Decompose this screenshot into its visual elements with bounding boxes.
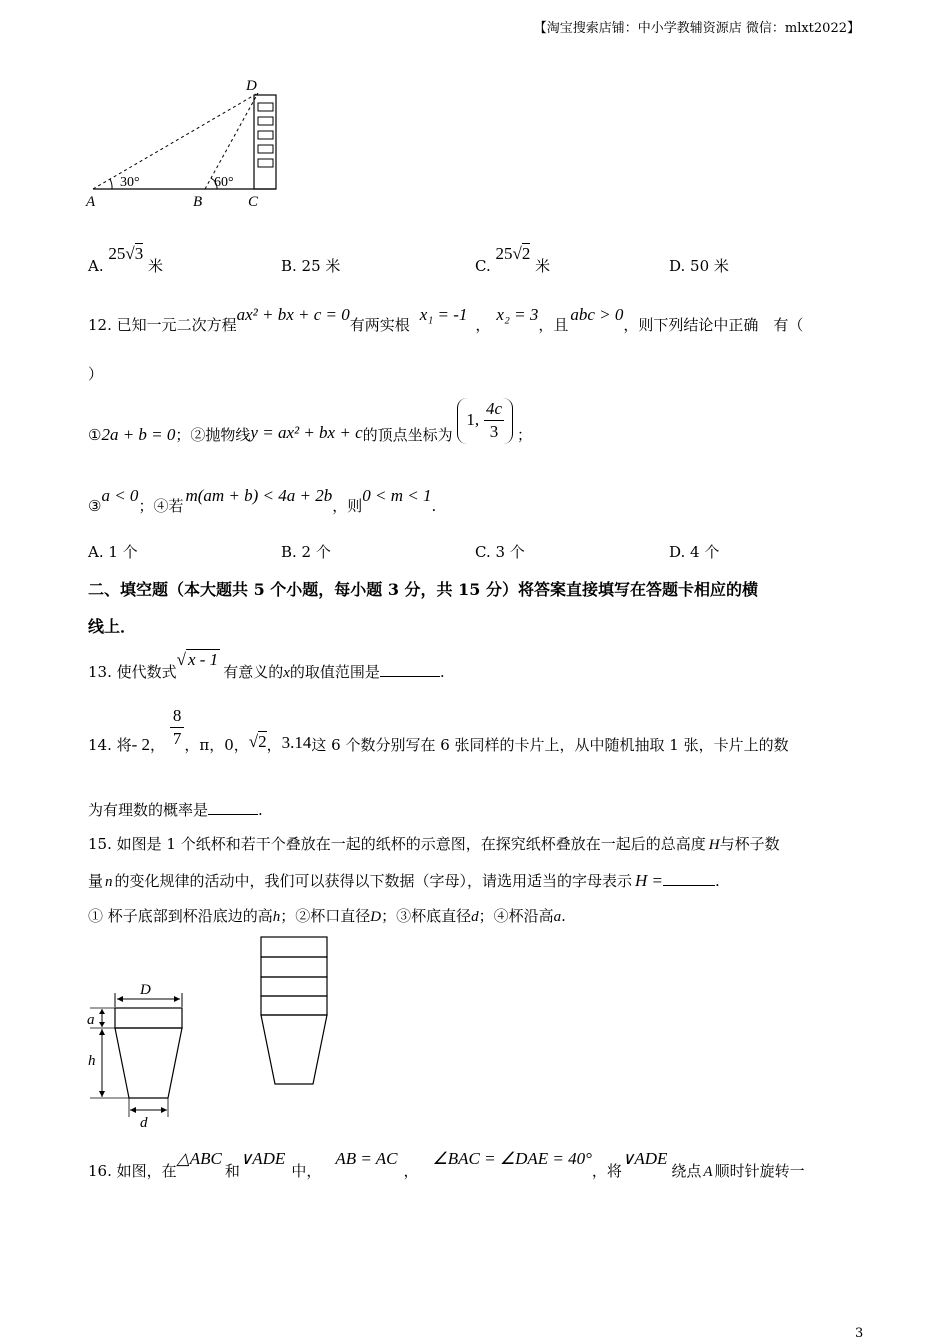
cup-body (115, 1028, 182, 1098)
q15-answer-blank[interactable] (663, 871, 715, 886)
q12-option-b: B. 2 个 (281, 543, 331, 561)
q14-line1: 14. 将- 2， $\frac{8}{7}$ ，π，0，√2，3.14这 6 个数分别写在 6 张同样的卡片上，从中随机抽取 1 张，卡片上的数 (88, 706, 789, 754)
option-a-label: A. (88, 257, 104, 275)
cup-rim (115, 1008, 182, 1028)
q13-answer-blank[interactable] (380, 662, 440, 677)
label-a: a (87, 1012, 95, 1028)
q12-stem: 12. 已知一元二次方程ax² + bx + c = 0有两实根x₁ = -1，x₂ = 3，且abc > 0，则下列结论中正确 有（ (88, 305, 804, 334)
vertex-coordinate: 1, $\frac{4c}{3}$ (457, 398, 513, 444)
q12-root2: x₂ = 3 (496, 305, 539, 324)
q15-line1: 15. 如图是 1 个纸杯和若干个叠放在一起的纸杯的示意图，在探究纸杯叠放在一起后的总高度 H与杯子数 (88, 835, 780, 853)
q11-triangle-figure (80, 75, 300, 215)
q13: 13. 使代数式√ x - 1有意义的x的取值范围是 . (88, 650, 445, 681)
q12-option-c: C. 3 个 (475, 543, 525, 561)
q15-line2: 量 n 的变化规律的活动中，我们可以获得以下数据（字母），请选用适当的字母表示 H = . (88, 871, 720, 890)
label-d: d (140, 1115, 148, 1131)
section2-heading-line1: 二、填空题（本大题共 5 个小题，每小题 3 分，共 15 分）将答案直接填写在答题卡相应的横 (88, 580, 758, 599)
q14-fraction: $\frac{8}{7}$ (170, 705, 185, 750)
q12-condition: abc > 0 (570, 305, 624, 324)
q14-answer-blank[interactable] (208, 800, 258, 815)
statement-1-eq: 2a + b = 0 (101, 425, 176, 444)
angle-30: 30° (120, 175, 140, 190)
option-a-unit: 米 (148, 257, 164, 275)
q12-statement-3-4: ③a < 0；④若m(am + b) < 4a + 2b，则0 < m < 1. (88, 486, 437, 515)
statement-3-eq: a < 0 (101, 486, 139, 505)
q12-option-d: D. 4 个 (669, 543, 720, 561)
option-c-label: C. (475, 257, 491, 275)
label-C: C (248, 194, 259, 210)
q12-statement-1-2: ①2a + b = 0；②抛物线y = ax² + bx + c的顶点坐标为 1, $\frac{4c}{3}$ ； (88, 399, 533, 444)
q11-option-c: C. 25√2 米 (475, 244, 551, 275)
q11-option-d: D. 50 米 (669, 257, 729, 275)
stacked-cups-figure (255, 932, 335, 1092)
statement-4-eq: m(am + b) < 4a + 2b (185, 486, 333, 505)
section2-heading-line2: 线上． (88, 617, 137, 636)
page-header: 【淘宝搜索店铺：中小学教辅资源店 微信：mlxt2022】 (533, 21, 860, 36)
q13-radicand: x - 1 (187, 650, 219, 669)
option-c-unit: 米 (535, 257, 551, 275)
q11-option-a: A. 25√3 米 (88, 244, 164, 275)
q15-line3: ① 杯子底部到杯沿底边的高h；②杯口直径D；③杯底直径d；④杯沿高a. (88, 907, 566, 925)
label-h: h (88, 1053, 96, 1069)
q16: 16. 如图，在△ABC和∨ADE中，AB = AC，∠BAC = ∠DAE = 40°，将∨ADE绕点 A 顺时针旋转一 (88, 1149, 805, 1180)
q14-line2: 为有理数的概率是 . (88, 801, 263, 819)
statement-2-eq: y = ax² + bx + c (250, 423, 363, 442)
label-A: A (86, 194, 96, 210)
option-a-coef: 25 (108, 244, 126, 263)
page-number: 3 (855, 1326, 864, 1341)
angle-60: 60° (214, 175, 234, 190)
single-cup-figure (80, 975, 200, 1135)
label-B: B (193, 194, 203, 210)
q12-equation: ax² + bx + c = 0 (236, 305, 350, 324)
q12-option-a: A. 1 个 (88, 543, 138, 561)
statement-4-range: 0 < m < 1 (362, 486, 432, 505)
q12-close-paren: ） (88, 365, 104, 383)
label-D: D (140, 982, 151, 998)
q11-option-b: B. 25 米 (281, 257, 341, 275)
q12-root1: x₁ = -1 (419, 305, 468, 324)
option-c-coef: 25 (495, 244, 513, 263)
option-c-radicand: 2 (521, 244, 531, 263)
option-a-radicand: 3 (134, 244, 144, 263)
label-D: D (246, 78, 257, 94)
